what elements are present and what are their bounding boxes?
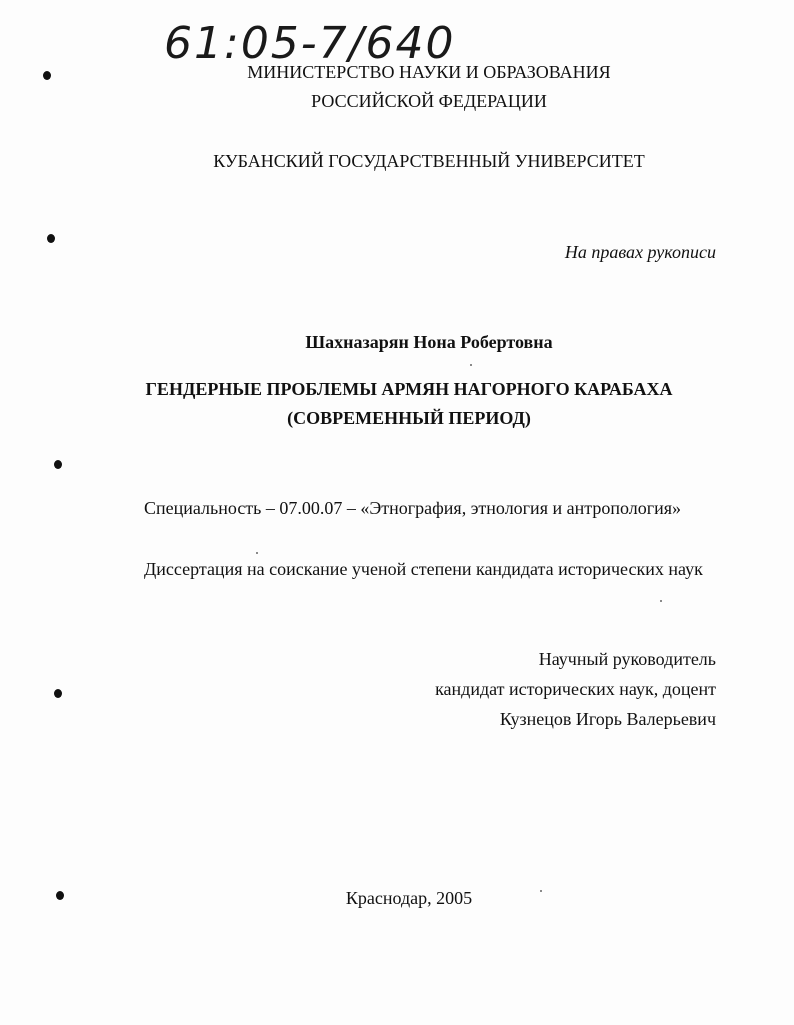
punch-hole: [47, 234, 55, 243]
supervisor-name: Кузнецов Игорь Валерьевич: [499, 709, 716, 729]
dissertation-title-line-1: ГЕНДЕРНЫЕ ПРОБЛЕМЫ АРМЯН НАГОРНОГО КАРАБАХА: [145, 379, 673, 399]
author-name: Шахназарян Нона Робертовна: [305, 332, 553, 352]
dissertation-title-line-2: (СОВРЕМЕННЫЙ ПЕРИОД): [287, 408, 531, 428]
speck: [470, 364, 472, 366]
dissertation-degree-line: Диссертация на соискание ученой степени кандидата исторических наук: [144, 559, 703, 579]
ministry-line-2: РОССИЙСКОЙ ФЕДЕРАЦИИ: [311, 91, 547, 111]
punch-hole: [54, 689, 62, 698]
archive-number-text: 61:05-7/640: [164, 18, 456, 69]
supervisor-degree: кандидат исторических наук, доцент: [435, 679, 716, 699]
specialty-line: Специальность – 07.00.07 – «Этнография, этнология и антропология»: [144, 498, 681, 518]
supervisor-role: Научный руководитель: [538, 649, 716, 669]
speck: [256, 552, 258, 554]
speck: [660, 600, 662, 602]
manuscript-note: На правах рукописи: [564, 242, 716, 262]
ministry-line-1: МИНИСТЕРСТВО НАУКИ И ОБРАЗОВАНИЯ: [247, 62, 611, 82]
punch-hole: [54, 460, 62, 469]
university-name: КУБАНСКИЙ ГОСУДАРСТВЕННЫЙ УНИВЕРСИТЕТ: [213, 151, 645, 171]
place-and-year: Краснодар, 2005: [345, 888, 473, 908]
